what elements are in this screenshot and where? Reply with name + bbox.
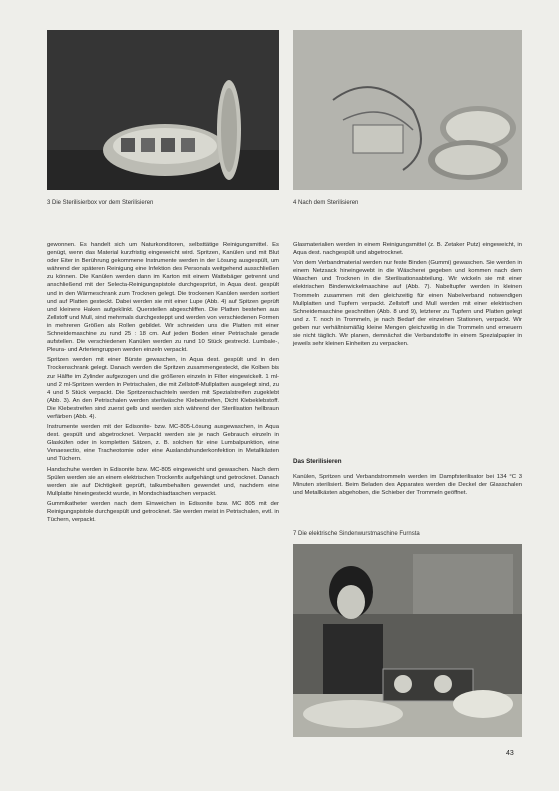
bandage-winding-machine-illustration	[293, 544, 522, 737]
figure-7-photo	[293, 544, 522, 737]
left-column-text	[47, 241, 279, 526]
section-text	[293, 473, 522, 499]
sterilized-items-illustration	[293, 30, 522, 190]
paragraph: Gummikatheter werden nach dem Einweichen in Edisonite bzw. MC 805 mit der Reinigungspistole durchgespült und getrocknet. Sie werden meist in Petrischalen, evtl. in Tüchern, verpackt.	[47, 500, 279, 524]
sterilization-box-illustration	[47, 30, 279, 190]
figure-7-caption: 7 Die elektrische Sindenwurstmaschine Furnsta	[293, 531, 420, 537]
paragraph: gewonnen. Es handelt sich um Naturkonditoren, selbsttätige Reinigungsmittel. Es genügt, wenn das Material kurzfristig eingeweicht wird. Spritzen, Kanülen und mit Blut oder Eiter in Berührung gekommene Instrumente werden in der Lösung ausgespült, um während der späteren Reinigung eine Infektion des Personals weitgehend ausschließen zu können. Die Kanülen werden dann im Karton mit einem Wattebäger getrennt und anschließend mit der Selecta-Reinigungspistole durchgespritzt, in Aqua dest. gespült und in den Wärmeschrank zum Trocknen gelegt. Die trockenen Kanülen werden sortiert und auf Platten gesteckt. Dabei werden sie mit einer Lupe (Abb. 4) auf Spitzen geprüft und kleinere Haken aufgeklinkt. Querstellen abgeschliffen. Die Platten bestehen aus Zellstoff und Mull, sind mehrmals durchgesteppt und werden von verschiedenen Formen in mehreren Größen als Rollen gebildet. Wir schneiden uns die Platten mit einer Schneidemaschine zu rund 25 : 18 cm. Auf jeden Boden einer Petrischale gerade aufstellen. Die verschiedenen Kanülen werden zu rund 10 Stück gestreckt. Lumbale-, Pleura- und Arteriengruppen werden einzeln verpackt.	[47, 242, 279, 354]
figure-4-caption: 4 Nach dem Sterilisieren	[293, 200, 359, 206]
figure-3-photo	[47, 30, 279, 190]
section-heading: Das Sterilisieren	[293, 458, 342, 465]
paragraph: Spritzen werden mit einer Bürste gewaschen, in Aqua dest. gespült und in den Trockenschrank gelegt. Danach werden die Spritzen zusammengesteckt, die Kolben bis zur Hälfte im Zylinder aufgezogen und die größeren einzeln in Filter eingewickelt. 1 ml- und 2 ml-Spritzen werden in Petrischalen, die mit Zellstoff-Mullplatten ausgelegt sind, zu 4 und 5 Stück verpackt. Die Spritzenschachteln werden mit Spezialstreifen zugeklebt (Abb. 3). An den Petrischalen werden sterilwäsche Klebestreifen, Dicht Klebeklebstoff. Die Klebestreifen sind zuerst gelb und werden sich während der Sterilisation hellbraun verfärben (Abb. 4).	[47, 357, 279, 420]
right-column-text	[293, 241, 522, 350]
paragraph: Glasmaterialien werden in einem Reinigungsmittel (z. B. Zetaker Putz) eingeweicht, in Aqua dest. nachgespült und abgetrocknet.	[293, 242, 522, 257]
figure-3-caption: 3 Die Sterilisierbox vor dem Sterilisieren	[47, 200, 154, 206]
paragraph: Kanülen, Spritzen und Verbandstrommeln werden im Dampfsterilisator bei 134 °C 3 Minuten sterilisiert. Beim Beladen des Apparates werden die Deckel der Glasschalen und Metallkästen abgehoben, die Schieber der Trommeln geöffnet.	[293, 474, 522, 497]
paragraph: Handschuhe werden in Edisonite bzw. MC-805 eingeweicht und gewaschen. Nach dem Spülen werden sie an einem elektrischen Trockenfix aufgehängt und getrocknet. Danach werden sie auf Dichtigkeit geprüft, talkumbehalten gewendet und, nachdem eine Mullplatte hineingesteckt wurde, in Mondschiadtaschen verpackt.	[47, 466, 279, 497]
figure-4-photo	[293, 30, 522, 190]
paragraph: Instrumente werden mit der Edisonite- bzw. MC-805-Lösung ausgewaschen, in Aqua dest. gespült und abgetrocknet. Verpackt werden sie je nach Gebrauch einzeln in Glasküfen oder in kompletten Sätzen, z. B. solchen für eine Lumbalpunktion, eine Venaesectio, eine Tracheotomie oder eine Auslandshunderkonfektion in Metallkästen und Tüchern.	[47, 424, 279, 463]
paragraph: Von dem Verbandmaterial werden nur feste Binden (Gummi) gewaschen. Sie werden in einem Netzsack hineingewebt in die Wäscherei gegeben und kommen nach dem Waschen und Trocknen in die Sterilisationsabteilung. Wir wickeln sie mit einer elektrischen Bindenwickelmaschine auf (Abb. 7). Nabeltupfer werden in kleinen Trommeln zusammen mit den gleichzeitig für einen Nabelverband notwendigen Mullplatten und Tupfern verpackt. Zellstoff und Mull werden mit einer elektrischen Schneidemaschine geschnitten (Abb. 8 und 9), letzterer zu Tupfern und Platten gelegt und z. T. noch in Trommeln, je nach Bedarf der einzelnen Stationen, verpackt. Wir geben nur verhältnismäßig kleine Mengen gleichzeitig in die Trommeln und erneuern sie nicht täglich. Wir planen, demnächst die Verbandstoffe in einem Spezialpapier in jeweils sehr kleinen Einheiten zu verpacken.	[293, 260, 522, 348]
page-number: 43	[506, 750, 514, 757]
